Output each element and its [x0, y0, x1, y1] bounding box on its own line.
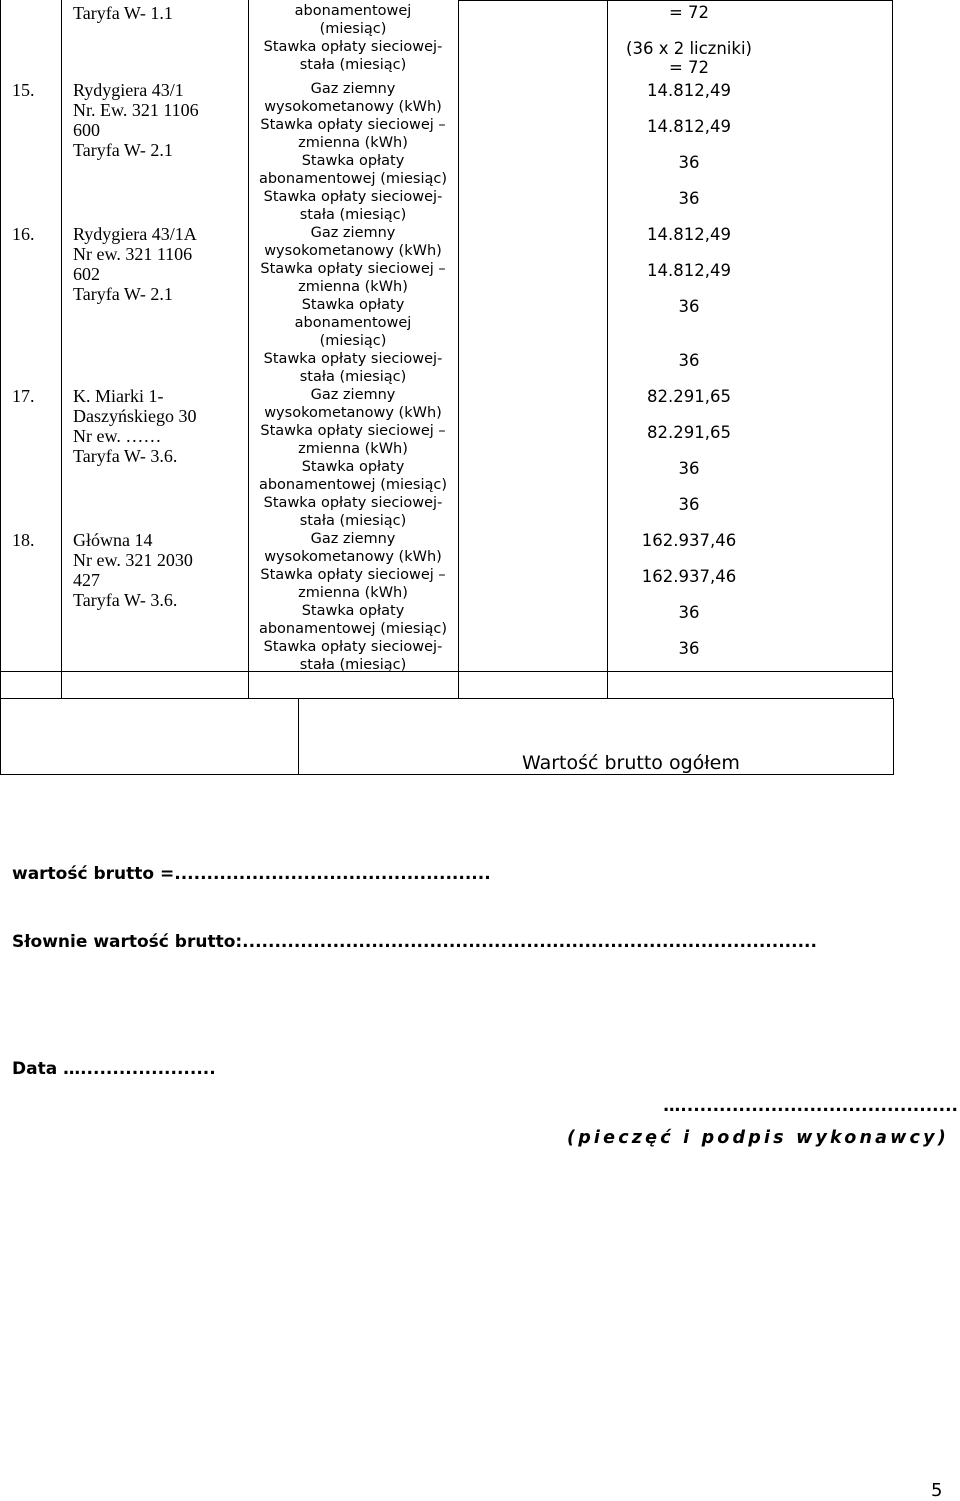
location-text: Rydygiera 43/1A Nr ew. 321 1106 602 Taryfa W- 2.1: [73, 224, 197, 304]
summary-label: Wartość brutto ogółem: [522, 752, 740, 774]
item-description: Stawka opłaty sieciowej – zmienna (kWh): [260, 567, 446, 601]
summary-table: [0, 698, 894, 775]
item-value: 36: [678, 459, 700, 478]
item-description: Gaz ziemny wysokometanowy (kWh): [264, 81, 442, 115]
item-description: Stawka opłaty sieciowej- stała (miesiąc): [263, 495, 443, 529]
gross-value-line: wartość brutto =.................................................: [12, 864, 491, 884]
header-description: abonamentowej (miesiąc) Stawka opłaty sieciowej- stała (miesiąc): [263, 3, 443, 73]
item-value: 36: [678, 297, 700, 316]
item-description: Gaz ziemny wysokometanowy (kWh): [264, 531, 442, 565]
item-description: Stawka opłaty sieciowej- stała (miesiąc): [263, 639, 443, 673]
item-description: Gaz ziemny wysokometanowy (kWh): [264, 387, 442, 421]
tariff-table: [0, 0, 893, 699]
item-value: 82.291,65: [647, 387, 731, 406]
table-border-left: [0, 0, 1, 699]
item-description: Stawka opłaty sieciowej- stała (miesiąc): [263, 351, 443, 385]
table-column-divider: [458, 0, 459, 699]
page-number: 5: [931, 1480, 943, 1501]
header-value-bottom: (36 x 2 liczniki) = 72: [626, 39, 752, 77]
location-text: Taryfa W- 1.1: [73, 3, 173, 23]
item-value: 82.291,65: [647, 423, 731, 442]
summary-column-divider: [298, 698, 299, 774]
item-description: Stawka opłaty sieciowej – zmienna (kWh): [260, 261, 446, 295]
item-description: Stawka opłaty abonamentowej (miesiąc): [294, 297, 412, 349]
item-description: Stawka opłaty abonamentowej (miesiąc): [258, 603, 448, 637]
item-value: 36: [678, 351, 700, 370]
entry-number: 15.: [12, 80, 35, 100]
item-value: 14.812,49: [647, 225, 731, 244]
item-description: Stawka opłaty sieciowej – zmienna (kWh): [260, 423, 446, 457]
table-column-divider: [607, 0, 608, 699]
location-text: K. Miarki 1- Daszyńskiego 30 Nr ew. …… Taryfa W- 3.6.: [73, 386, 197, 466]
item-value: 36: [678, 639, 700, 658]
table-column-divider: [61, 0, 62, 699]
signature-caption: (pieczęć i podpis wykonawcy): [567, 1128, 949, 1148]
item-description: Stawka opłaty sieciowej- stała (miesiąc): [263, 189, 443, 223]
item-description: Gaz ziemny wysokometanowy (kWh): [264, 225, 442, 259]
item-value: 36: [678, 189, 700, 208]
item-description: Stawka opłaty sieciowej – zmienna (kWh): [260, 117, 446, 151]
table-border-right: [892, 0, 893, 699]
item-description: Stawka opłaty abonamentowej (miesiąc): [258, 153, 448, 187]
item-value: 14.812,49: [647, 261, 731, 280]
entry-number: 18.: [12, 530, 35, 550]
item-value: 162.937,46: [641, 567, 737, 586]
item-value: 14.812,49: [647, 81, 731, 100]
location-text: Rydygiera 43/1 Nr. Ew. 321 1106 600 Taryfa W- 2.1: [73, 80, 199, 160]
header-value-top: = 72: [668, 3, 710, 22]
item-value: 162.937,46: [641, 531, 737, 550]
entry-number: 17.: [12, 386, 35, 406]
table-border-top: [458, 0, 893, 1]
gross-words-line: Słownie wartość brutto:.........................................................................................: [12, 932, 817, 952]
item-value: 36: [678, 603, 700, 622]
location-text: Główna 14 Nr ew. 321 2030 427 Taryfa W- 3.6.: [73, 530, 193, 610]
item-value: 36: [678, 495, 700, 514]
signature-line: …...........................................: [663, 1096, 958, 1116]
item-value: 36: [678, 153, 700, 172]
item-description: Stawka opłaty abonamentowej (miesiąc): [258, 459, 448, 493]
date-line: Data ….....................: [12, 1059, 216, 1079]
item-value: 14.812,49: [647, 117, 731, 136]
entry-number: 16.: [12, 224, 35, 244]
